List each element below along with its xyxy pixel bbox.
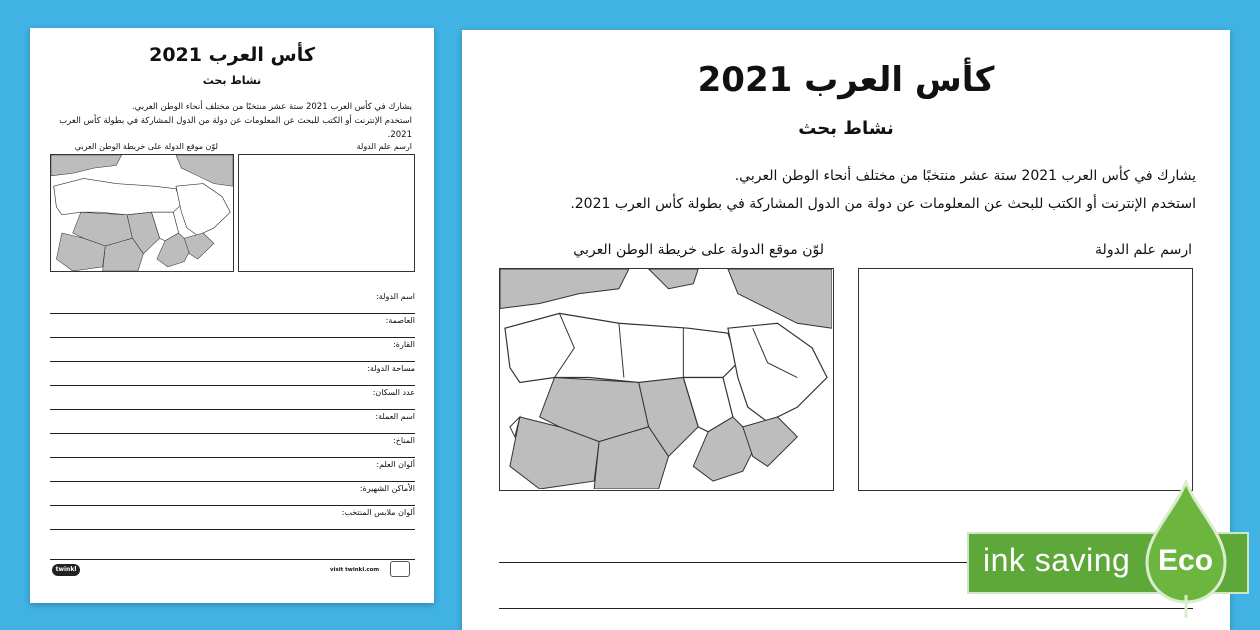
worksheet-title-large: كأس العرب 2021: [697, 60, 995, 100]
flag-drawing-box: [238, 154, 415, 272]
flag-label: ارسم علم الدولة: [356, 142, 412, 151]
flag-drawing-box-large: [858, 268, 1193, 491]
field-capital: العاصمة:: [50, 314, 415, 338]
footer-url: visit twinkl.com: [330, 567, 380, 573]
worksheet-subtitle: نشاط بحث: [202, 74, 262, 87]
field-country-name: اسم الدولة:: [50, 290, 415, 314]
intro-line-2: استخدم الإنترنت أو الكتب للبحث عن المعلومات عن دولة من الدول المشاركة في بطولة كأس العرب 2021.: [59, 116, 412, 140]
ink-saving-label: ink saving: [983, 542, 1131, 578]
field-team-kit-colors: ألوان ملابس المنتخب:: [50, 506, 415, 530]
worksheet-title: كأس العرب 2021: [149, 44, 315, 66]
twinkl-logo: twinkl: [52, 564, 80, 576]
intro-line-1-large: يشارك في كأس العرب 2021 ستة عشر منتخبًا من مختلف أنحاء الوطن العربي.: [734, 168, 1196, 184]
worksheet-intro: [52, 100, 412, 142]
worksheet-intro-large: [496, 162, 1196, 218]
field-continent: القارة:: [50, 338, 415, 362]
partner-badge-icon: [390, 561, 410, 577]
field-area: مساحة الدولة:: [50, 362, 415, 386]
field-currency: اسم العملة:: [50, 410, 415, 434]
worksheet-subtitle-large: نشاط بحث: [798, 118, 894, 139]
field-climate: المناخ:: [50, 434, 415, 458]
worksheet-preview-page: [30, 28, 434, 603]
field-flag-colors: ألوان العلم:: [50, 458, 415, 482]
arab-world-map-large: [499, 268, 834, 491]
field-famous-places: الأماكن الشهيرة:: [50, 482, 415, 506]
intro-line-2-large: استخدم الإنترنت أو الكتب للبحث عن المعلومات عن دولة من الدول المشاركة في بطولة كأس العرب 2021.: [570, 196, 1196, 212]
field-population: عدد السكان:: [50, 386, 415, 410]
map-label-large: لوّن موقع الدولة على خريطة الوطن العربي: [573, 242, 824, 258]
answer-line-2: [499, 608, 1193, 609]
arab-world-map: [50, 154, 234, 272]
map-label: لوّن موقع الدولة على خريطة الوطن العربي: [74, 142, 218, 151]
footer-rule: [50, 559, 415, 560]
eco-label: Eco: [1158, 544, 1214, 577]
flag-label-large: ارسم علم الدولة: [1095, 242, 1192, 258]
intro-line-1: يشارك في كأس العرب 2021 ستة عشر منتخبًا من مختلف أنحاء الوطن العربي.: [131, 102, 412, 112]
